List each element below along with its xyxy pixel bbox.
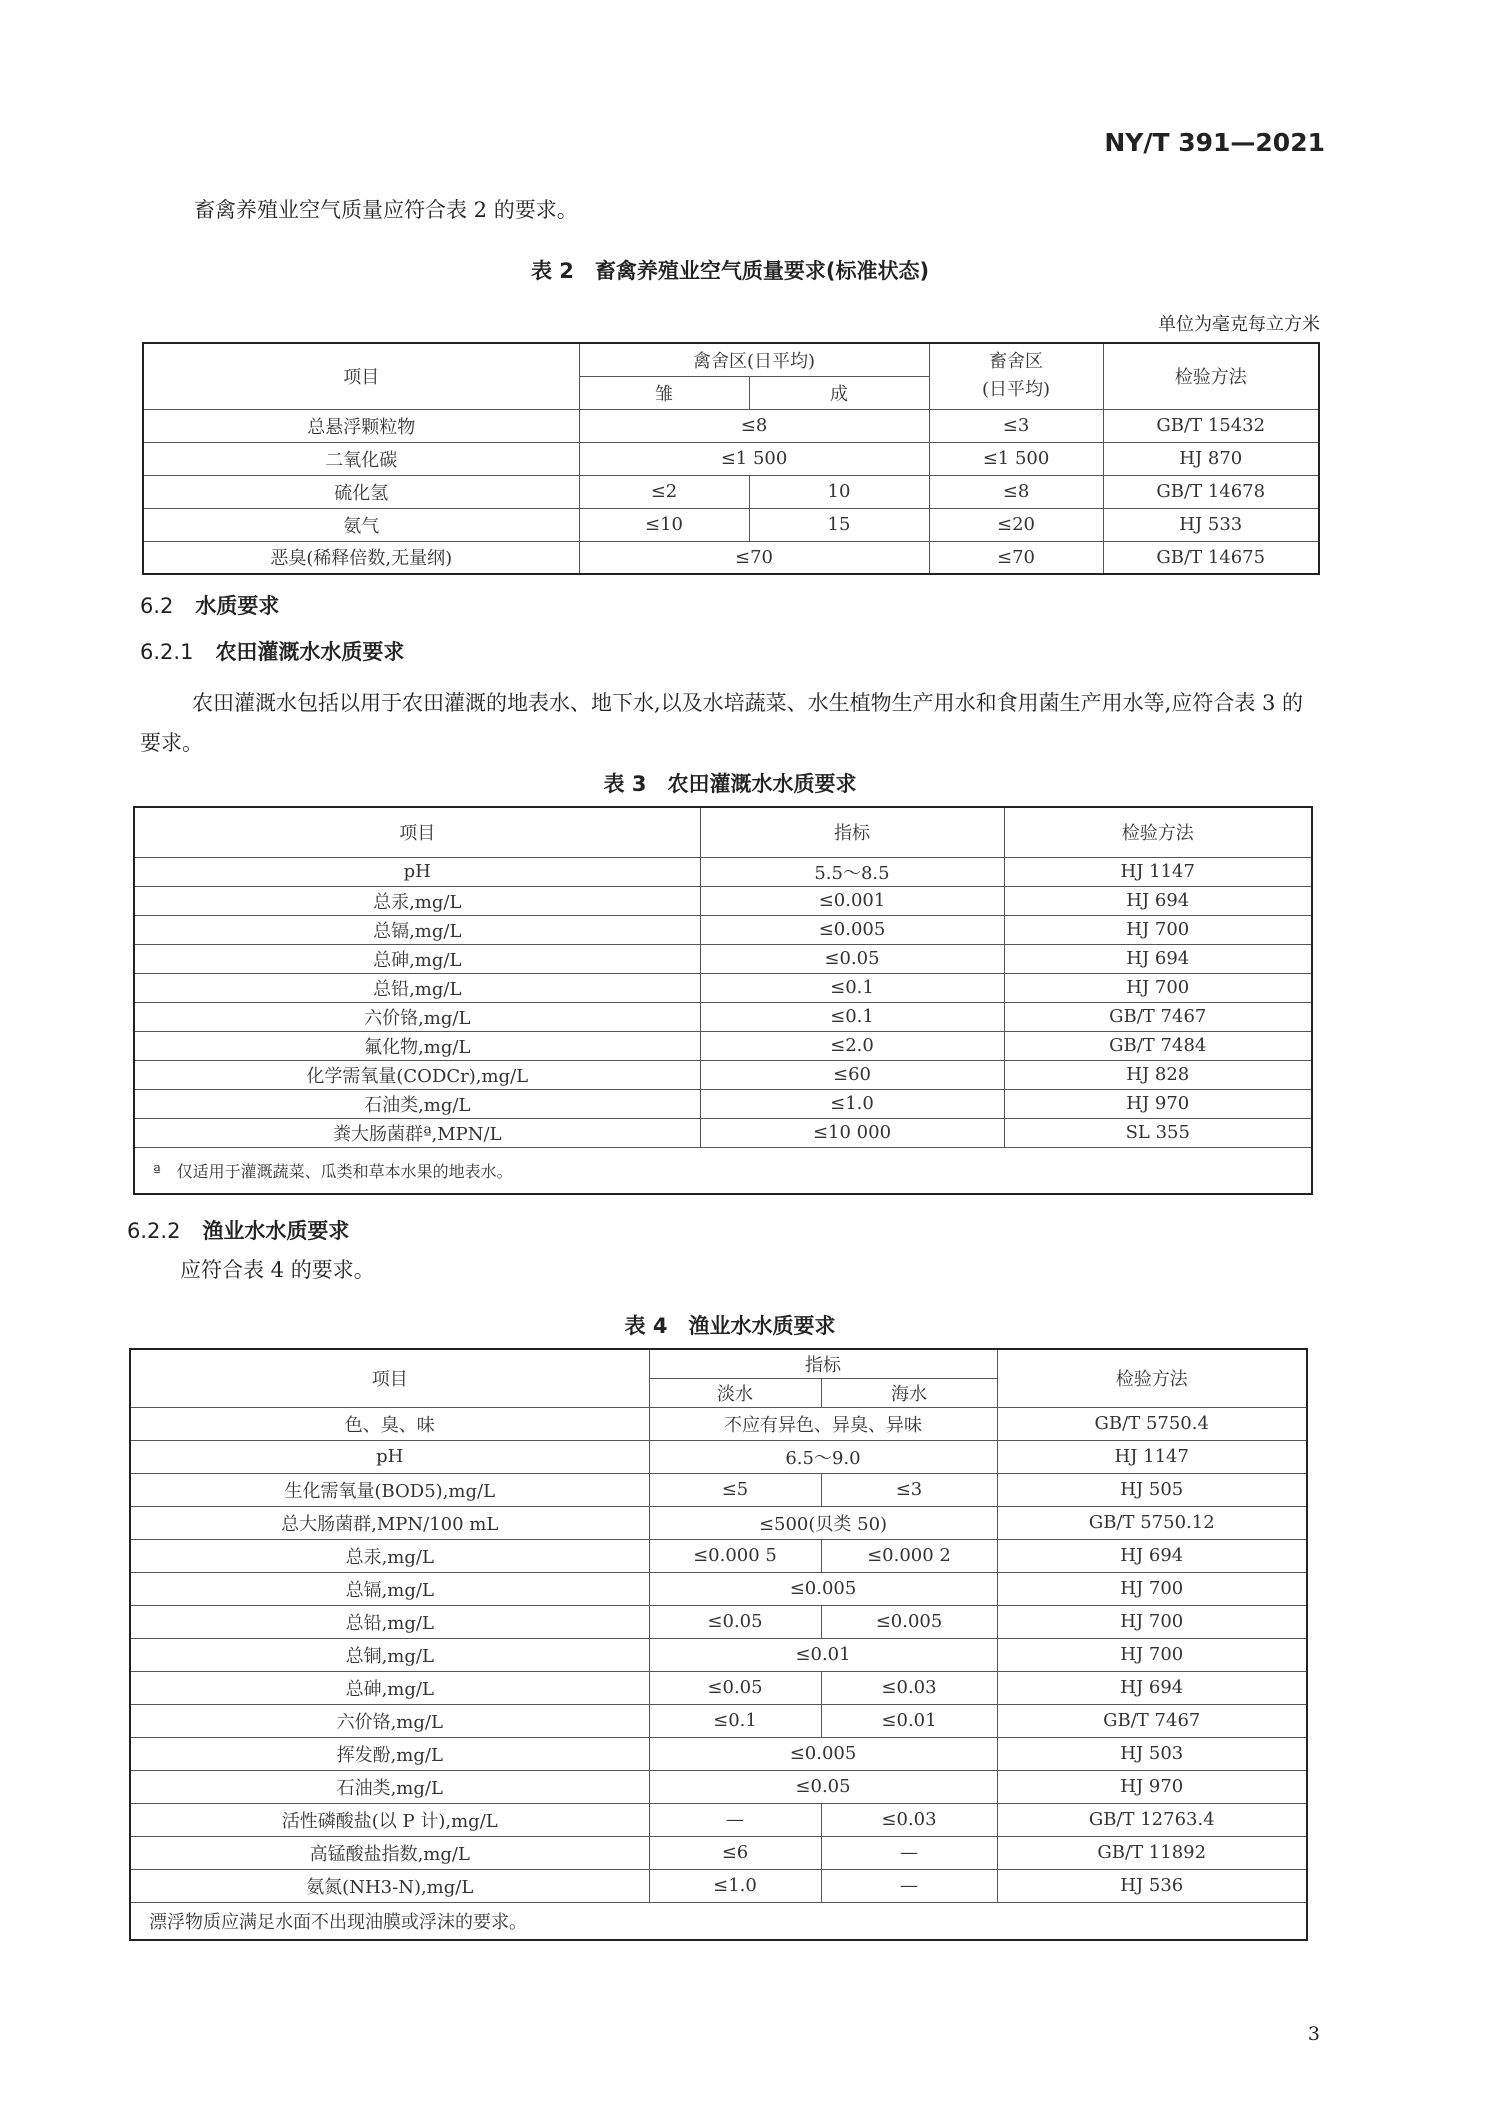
table3-cell-index: 5.5～8.5: [700, 857, 1004, 886]
section-6-2-1-paragraph: 农田灌溉水包括以用于农田灌溉的地表水、地下水,以及水培蔬菜、水生植物生产用水和食用菌生产用水等,应符合表 3 的要求。: [140, 691, 1304, 755]
table4-cell-method: GB/T 5750.12: [997, 1506, 1307, 1539]
table3-cell-index: ≤0.005: [700, 915, 1004, 944]
table4-cell-method: HJ 1147: [997, 1440, 1307, 1473]
table4-cell-fresh: ≤5: [649, 1473, 821, 1506]
table4-cell-item: 总铅,mg/L: [130, 1605, 649, 1638]
table2-cell-poultry: ≤1 500: [579, 442, 929, 475]
table-row: [130, 1737, 1307, 1770]
table2-header-chick: 雏: [579, 376, 749, 409]
table3-cell-method: HJ 694: [1004, 886, 1312, 915]
table3-cell-item: 氟化物,mg/L: [134, 1031, 700, 1060]
table4-cell-sea: ≤3: [821, 1473, 997, 1506]
table3-cell-index: ≤2.0: [700, 1031, 1004, 1060]
table-row: [134, 1089, 1312, 1118]
table4-cell-index: ≤500(贝类 50): [649, 1506, 997, 1539]
table3-cell-index: ≤0.001: [700, 886, 1004, 915]
table4-cell-fresh: ≤0.1: [649, 1704, 821, 1737]
table3-cell-method: HJ 700: [1004, 973, 1312, 1002]
section-6-2-1-heading: [140, 636, 404, 666]
table2-cell-poultry: ≤8: [579, 409, 929, 442]
table4-cell-item: 氨氮(NH3-N),mg/L: [130, 1869, 649, 1902]
table3-header-method: 检验方法: [1004, 807, 1312, 857]
table4-header-index: 指标: [649, 1349, 997, 1378]
table4-cell-item: 石油类,mg/L: [130, 1770, 649, 1803]
table2-cell-poultry: ≤70: [579, 541, 929, 574]
table3-cell-index: ≤60: [700, 1060, 1004, 1089]
table3-cell-item: 六价铬,mg/L: [134, 1002, 700, 1031]
table2-caption: 表 2 畜禽养殖业空气质量要求(标准状态): [530, 259, 930, 283]
table-row: [134, 1118, 1312, 1147]
table2-unit: 单位为毫克每立方米: [1158, 314, 1320, 335]
table4-cell-fresh: ≤0.05: [649, 1671, 821, 1704]
table3-cell-item: 总汞,mg/L: [134, 886, 700, 915]
table2-cell-chick: ≤2: [579, 475, 749, 508]
table2-cell-method: GB/T 14678: [1103, 475, 1319, 508]
table-row: [143, 442, 1319, 475]
table-row: [134, 1031, 1312, 1060]
table4-cell-method: GB/T 11892: [997, 1836, 1307, 1869]
table4-cell-sea: —: [821, 1869, 997, 1902]
table-row: [134, 915, 1312, 944]
table-row: [134, 1060, 1312, 1089]
table2-cell-livestock: ≤20: [929, 508, 1103, 541]
section-number: 6.2: [140, 594, 174, 618]
table3-cell-method: HJ 694: [1004, 944, 1312, 973]
table4-header-fresh: 淡水: [649, 1378, 821, 1407]
table3-cell-item: 粪大肠菌群ª,MPN/L: [134, 1118, 700, 1147]
table3-cell-item: 总砷,mg/L: [134, 944, 700, 973]
table2-cell-livestock: ≤8: [929, 475, 1103, 508]
section-number: 6.2.2: [127, 1219, 181, 1243]
table3-cell-method: HJ 700: [1004, 915, 1312, 944]
table4-cell-fresh: ≤1.0: [649, 1869, 821, 1902]
table4-cell-method: HJ 505: [997, 1473, 1307, 1506]
table3-cell-method: HJ 1147: [1004, 857, 1312, 886]
table3-cell-item: 总铅,mg/L: [134, 973, 700, 1002]
table4-cell-method: GB/T 7467: [997, 1704, 1307, 1737]
table4-cell-sea: ≤0.03: [821, 1803, 997, 1836]
table4: [129, 1348, 1308, 1941]
table-row: [130, 1539, 1307, 1572]
section-6-2-2-paragraph: 应符合表 4 的要求。: [180, 1258, 375, 1282]
table4-cell-method: GB/T 5750.4: [997, 1407, 1307, 1440]
table-row: [134, 857, 1312, 886]
table2-cell-method: GB/T 15432: [1103, 409, 1319, 442]
table2-cell-adult: 10: [749, 475, 929, 508]
table4-cell-sea: —: [821, 1836, 997, 1869]
table4-cell-sea: ≤0.03: [821, 1671, 997, 1704]
table3-cell-index: ≤0.1: [700, 1002, 1004, 1031]
table3-cell-index: ≤10 000: [700, 1118, 1004, 1147]
table3-cell-method: HJ 828: [1004, 1060, 1312, 1089]
table4-cell-sea: ≤0.000 2: [821, 1539, 997, 1572]
table2-header-livestock: 畜舍区 (日平均): [929, 343, 1103, 409]
table3-cell-item: 化学需氧量(CODCr),mg/L: [134, 1060, 700, 1089]
table2-header-adult: 成: [749, 376, 929, 409]
table4-cell-index: ≤0.005: [649, 1572, 997, 1605]
table4-cell-item: 总大肠菌群,MPN/100 mL: [130, 1506, 649, 1539]
table2-cell-livestock: ≤70: [929, 541, 1103, 574]
table-row: [130, 1506, 1307, 1539]
table3-cell-index: ≤0.05: [700, 944, 1004, 973]
table4-header-method: 检验方法: [997, 1349, 1307, 1407]
table3-cell-index: ≤0.1: [700, 973, 1004, 1002]
table4-caption: 表 4 渔业水水质要求: [624, 1314, 836, 1338]
table2-cell-method: HJ 870: [1103, 442, 1319, 475]
table2-cell-adult: 15: [749, 508, 929, 541]
table4-cell-item: 总汞,mg/L: [130, 1539, 649, 1572]
table-row: [130, 1605, 1307, 1638]
table3-cell-method: GB/T 7467: [1004, 1002, 1312, 1031]
table2-cell-method: GB/T 14675: [1103, 541, 1319, 574]
table-row: [130, 1440, 1307, 1473]
table3: [133, 806, 1313, 1195]
table3-cell-method: SL 355: [1004, 1118, 1312, 1147]
table-row: [134, 886, 1312, 915]
table2-cell-method: HJ 533: [1103, 508, 1319, 541]
table3-caption: 表 3 农田灌溉水水质要求: [603, 772, 857, 796]
intro-paragraph: 畜禽养殖业空气质量应符合表 2 的要求。: [194, 198, 578, 222]
table-row: [134, 973, 1312, 1002]
table3-cell-method: GB/T 7484: [1004, 1031, 1312, 1060]
section-title: 农田灌溉水水质要求: [215, 640, 405, 664]
table2-header-poultry: 禽舍区(日平均): [579, 343, 929, 376]
table4-cell-fresh: —: [649, 1803, 821, 1836]
table4-cell-sea: ≤0.005: [821, 1605, 997, 1638]
table4-cell-item: pH: [130, 1440, 649, 1473]
table4-cell-index: 6.5～9.0: [649, 1440, 997, 1473]
table2-cell-livestock: ≤3: [929, 409, 1103, 442]
table2: [142, 342, 1320, 575]
table-row: [143, 508, 1319, 541]
table4-cell-fresh: ≤0.000 5: [649, 1539, 821, 1572]
table2-cell-livestock: ≤1 500: [929, 442, 1103, 475]
table4-cell-item: 活性磷酸盐(以 P 计),mg/L: [130, 1803, 649, 1836]
table2-cell-item: 总悬浮颗粒物: [143, 409, 579, 442]
table-row: [130, 1572, 1307, 1605]
table4-cell-index: ≤0.01: [649, 1638, 997, 1671]
table-row: [130, 1407, 1307, 1440]
table-row: [143, 409, 1319, 442]
table4-cell-item: 挥发酚,mg/L: [130, 1737, 649, 1770]
table4-cell-method: HJ 970: [997, 1770, 1307, 1803]
table3-header-index: 指标: [700, 807, 1004, 857]
table-row: [130, 1836, 1307, 1869]
table-row: [130, 1671, 1307, 1704]
table4-cell-fresh: ≤6: [649, 1836, 821, 1869]
table3-header-item: 项目: [134, 807, 700, 857]
page-number: 3: [1307, 2023, 1320, 2045]
table-row: [130, 1638, 1307, 1671]
table4-cell-item: 色、臭、味: [130, 1407, 649, 1440]
table2-cell-item: 恶臭(稀释倍数,无量纲): [143, 541, 579, 574]
table4-cell-method: HJ 700: [997, 1638, 1307, 1671]
table4-cell-method: HJ 536: [997, 1869, 1307, 1902]
table-row: [130, 1770, 1307, 1803]
table4-cell-method: HJ 694: [997, 1539, 1307, 1572]
table-row: [134, 944, 1312, 973]
table3-cell-index: ≤1.0: [700, 1089, 1004, 1118]
table2-header-method: 检验方法: [1103, 343, 1319, 409]
table4-cell-item: 六价铬,mg/L: [130, 1704, 649, 1737]
section-6-2-heading: [140, 590, 279, 620]
table4-cell-item: 高锰酸盐指数,mg/L: [130, 1836, 649, 1869]
section-title: 水质要求: [195, 594, 280, 618]
section-number: 6.2.1: [140, 640, 194, 664]
table4-cell-item: 总铜,mg/L: [130, 1638, 649, 1671]
table4-cell-method: HJ 503: [997, 1737, 1307, 1770]
section-title: 渔业水水质要求: [202, 1219, 350, 1243]
table3-cell-item: 总镉,mg/L: [134, 915, 700, 944]
table4-cell-sea: ≤0.01: [821, 1704, 997, 1737]
table4-cell-index: ≤0.005: [649, 1737, 997, 1770]
table3-footnote: ª 仅适用于灌溉蔬菜、瓜类和草本水果的地表水。: [134, 1147, 1312, 1194]
table-row: [130, 1803, 1307, 1836]
table-row: [143, 475, 1319, 508]
table4-header-item: 项目: [130, 1349, 649, 1407]
table4-cell-fresh: ≤0.05: [649, 1605, 821, 1638]
table4-cell-method: HJ 700: [997, 1605, 1307, 1638]
table3-cell-item: pH: [134, 857, 700, 886]
standard-code: NY/T 391—2021: [1104, 128, 1325, 157]
table2-cell-chick: ≤10: [579, 508, 749, 541]
table-row: [130, 1473, 1307, 1506]
table2-cell-item: 硫化氢: [143, 475, 579, 508]
table4-cell-item: 总砷,mg/L: [130, 1671, 649, 1704]
table4-footnote: 漂浮物质应满足水面不出现油膜或浮沫的要求。: [130, 1902, 1307, 1940]
table4-header-sea: 海水: [821, 1378, 997, 1407]
table-row: [130, 1704, 1307, 1737]
table4-cell-index: 不应有异色、异臭、异味: [649, 1407, 997, 1440]
section-6-2-2-heading: [127, 1215, 349, 1245]
table-row: [130, 1869, 1307, 1902]
table3-cell-item: 石油类,mg/L: [134, 1089, 700, 1118]
table4-cell-index: ≤0.05: [649, 1770, 997, 1803]
table2-cell-item: 氨气: [143, 508, 579, 541]
table4-cell-method: HJ 700: [997, 1572, 1307, 1605]
table4-cell-item: 总镉,mg/L: [130, 1572, 649, 1605]
table-row: [143, 541, 1319, 574]
table4-cell-method: GB/T 12763.4: [997, 1803, 1307, 1836]
table2-header-item: 项目: [143, 343, 579, 409]
table4-cell-item: 生化需氧量(BOD5),mg/L: [130, 1473, 649, 1506]
table4-cell-method: HJ 694: [997, 1671, 1307, 1704]
table3-cell-method: HJ 970: [1004, 1089, 1312, 1118]
table-row: [134, 1002, 1312, 1031]
table2-cell-item: 二氧化碳: [143, 442, 579, 475]
